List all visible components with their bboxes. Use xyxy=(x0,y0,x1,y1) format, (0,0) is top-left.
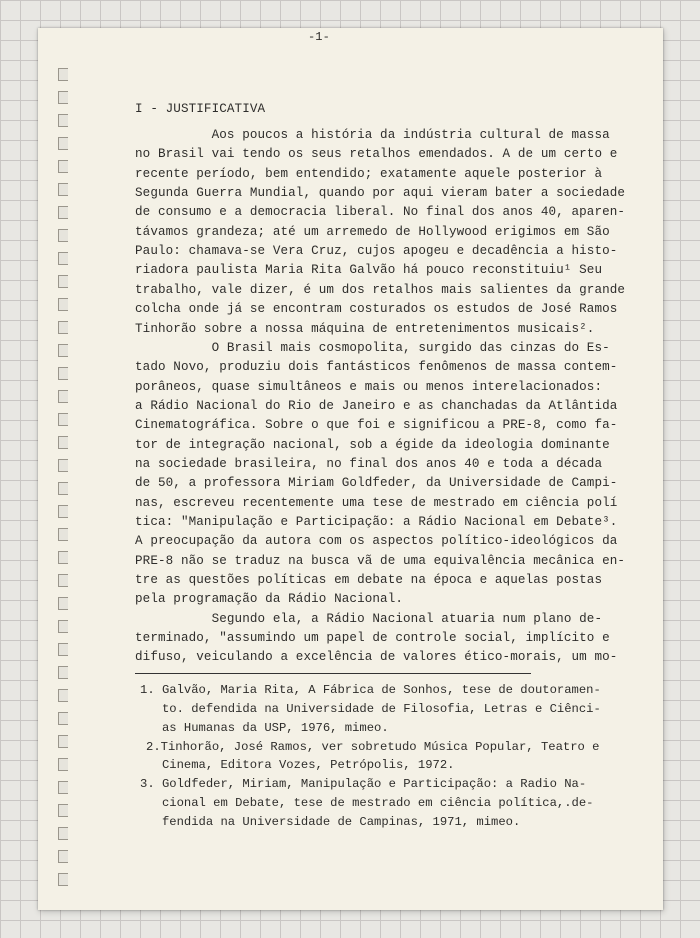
body-line: porâneos, quase simultâneos e mais ou menos interelacionados: xyxy=(135,379,603,394)
body-line: riadora paulista Maria Rita Galvão há pouco reconstituiu¹ Seu xyxy=(135,263,603,278)
body-line: A preocupação da autora com os aspectos político-ideológicos da xyxy=(135,534,618,549)
margin-hole xyxy=(58,390,68,403)
margin-hole xyxy=(58,459,68,472)
page-number: -1- xyxy=(308,30,330,44)
footnote-line: 2.Tinhorão, José Ramos, ver sobretudo Música Popular, Teatro e xyxy=(146,740,600,754)
body-line: trabalho, vale dizer, é um dos retalhos mais salientes da grande xyxy=(135,282,626,297)
footnote-line: Cinema, Editora Vozes, Petrópolis, 1972. xyxy=(140,758,455,772)
margin-hole xyxy=(58,505,68,518)
footnote-line: fendida na Universidade de Campinas, 1971, mimeo. xyxy=(140,815,521,829)
body-line: Tinhorão sobre a nossa máquina de entretenimentos musicais². xyxy=(135,321,595,336)
margin-hole xyxy=(58,735,68,748)
margin-hole xyxy=(58,551,68,564)
margin-hole xyxy=(58,574,68,587)
margin-hole xyxy=(58,643,68,656)
body-line: Segunda Guerra Mundial, quando por aqui vieram bater a sociedade xyxy=(135,186,626,201)
margin-hole xyxy=(58,321,68,334)
margin-hole xyxy=(58,873,68,886)
margin-hole xyxy=(58,597,68,610)
section-heading: I - JUSTIFICATIVA xyxy=(135,102,266,116)
margin-hole xyxy=(58,298,68,311)
body-line: colcha onde já se encontram costurados os estudos de José Ramos xyxy=(135,302,618,317)
margin-hole xyxy=(58,528,68,541)
body-line: tor de integração nacional, sob a égide da ideologia dominante xyxy=(135,437,610,452)
body-line: difuso, veiculando a excelência de valores ético-morais, um mo- xyxy=(135,650,618,665)
body-line: Paulo: chamava-se Vera Cruz, cujos apogeu e decadência a histo- xyxy=(135,244,618,259)
margin-hole xyxy=(58,482,68,495)
margin-hole xyxy=(58,68,68,81)
margin-hole xyxy=(58,114,68,127)
body-line: pela programação da Rádio Nacional. xyxy=(135,592,404,607)
margin-hole xyxy=(58,137,68,150)
body-line: Cinematográfica. Sobre o que foi e significou a PRE-8, como fa- xyxy=(135,418,618,433)
body-line: de 50, a professora Miriam Goldfeder, da Universidade de Campi- xyxy=(135,476,618,491)
margin-hole xyxy=(58,206,68,219)
body-line: tre as questões políticas em debate na época e aquelas postas xyxy=(135,573,603,588)
margin-hole xyxy=(58,413,68,426)
margin-hole xyxy=(58,436,68,449)
body-line: Aos poucos a história da indústria cultural de massa xyxy=(135,128,610,142)
margin-hole xyxy=(58,666,68,679)
margin-hole xyxy=(58,252,68,265)
body-line: O Brasil mais cosmopolita, surgido das cinzas do Es- xyxy=(135,340,610,355)
margin-hole xyxy=(58,781,68,794)
margin-hole xyxy=(58,91,68,104)
margin-hole xyxy=(58,344,68,357)
body-line: recente período, bem entendido; exatamente aquele posterior à xyxy=(135,166,603,181)
footnote-line: as Humanas da USP, 1976, mimeo. xyxy=(140,721,389,735)
margin-hole xyxy=(58,160,68,173)
margin-hole xyxy=(58,229,68,242)
body-line: terminado, "assumindo um papel de controle social, implícito e xyxy=(135,631,610,646)
margin-hole xyxy=(58,367,68,380)
margin-hole xyxy=(58,689,68,702)
body-line: PRE-8 não se traduz na busca vã de uma equivalência mecânica en- xyxy=(135,553,626,568)
margin-hole xyxy=(58,275,68,288)
body-line: de consumo e a democracia liberal. No final dos anos 40, aparen- xyxy=(135,205,626,220)
margin-hole xyxy=(58,712,68,725)
body-line: tado Novo, produziu dois fantásticos fenômenos de massa contem- xyxy=(135,360,618,375)
body-line: tica: "Manipulação e Participação: a Rádio Nacional em Debate³. xyxy=(135,515,618,529)
footnote-separator xyxy=(135,673,531,674)
body-line: no Brasil vai tendo os seus retalhos emendados. A de um certo e xyxy=(135,147,618,162)
margin-hole xyxy=(58,620,68,633)
footnote-line: 1. Galvão, Maria Rita, A Fábrica de Sonhos, tese de doutoramen- xyxy=(140,683,601,697)
footnote-line: cional em Debate, tese de mestrado em ciência política,.de- xyxy=(140,796,594,810)
margin-hole xyxy=(58,804,68,817)
margin-hole xyxy=(58,827,68,840)
footnote-line: 3. Goldfeder, Miriam, Manipulação e Participação: a Radio Na- xyxy=(140,777,587,791)
margin-hole xyxy=(58,850,68,863)
footnote-line: to. defendida na Universidade de Filosofia, Letras e Ciênci- xyxy=(140,702,601,716)
margin-hole xyxy=(58,183,68,196)
body-line: a Rádio Nacional do Rio de Janeiro e as chanchadas da Atlântida xyxy=(135,398,618,413)
body-line: nas, escreveu recentemente uma tese de mestrado em ciência polí xyxy=(135,495,618,510)
body-line: Segundo ela, a Rádio Nacional atuaria num plano de- xyxy=(135,611,603,626)
margin-hole xyxy=(58,758,68,771)
body-line: távamos grandeza; até um arremedo de Hollywood erigimos em São xyxy=(135,224,610,239)
body-line: na sociedade brasileira, no final dos anos 40 e toda a década xyxy=(135,456,603,471)
